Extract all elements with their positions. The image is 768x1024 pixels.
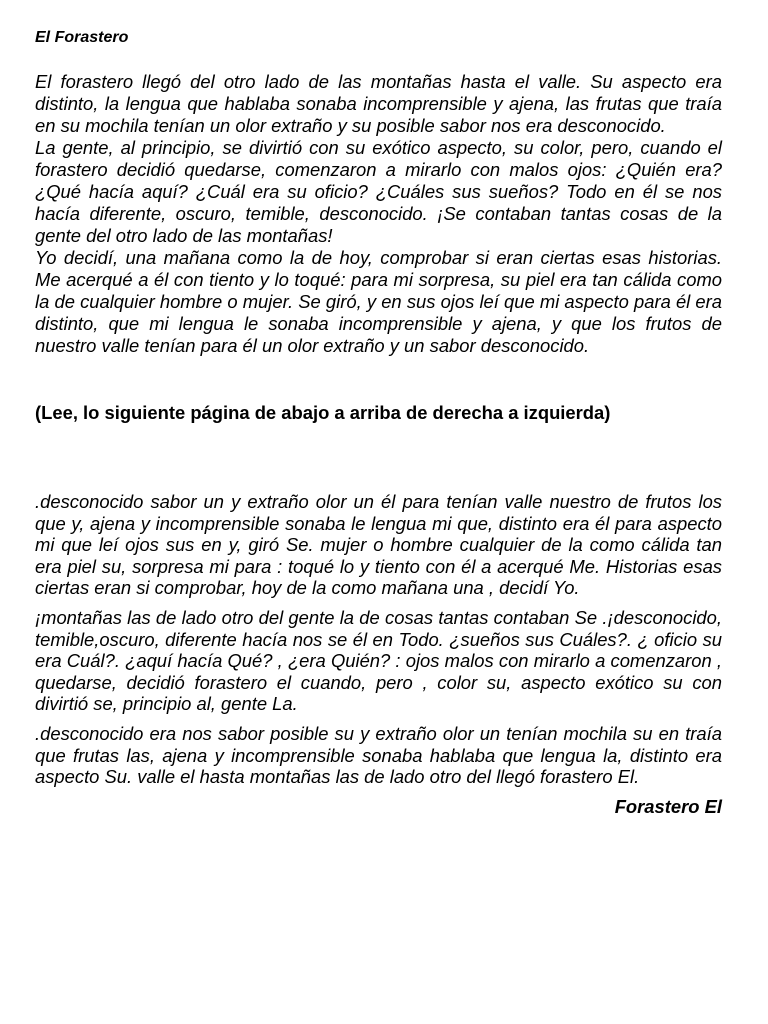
story-body — [35, 71, 722, 357]
document-page — [35, 28, 722, 818]
reversed-paragraph: ¡montañas las de lado otro del gente la de cosas tantas contaban Se .¡desconocido, temible,oscuro, diferente hacía nos se él en Todo. ¿sueños sus Cuáles?. ¿ oficio su era Cuál?. ¿aquí hacía Qué? , ¿era Quién? : ojos malos con mirarlo a comenzaron , quedarse, decidió forastero el cuando, pero , color su, aspecto exótico su con divirtió se, principio al, gente La. — [35, 606, 722, 715]
story-paragraph: Yo decidí, una mañana como la de hoy, comprobar si eran ciertas esas historias. Me acerqué a él con tiento y lo toqué: para mi sorpresa, su piel era tan cálida como la de cualquier hombre o mujer. Se giró, y en sus ojos leí que mi aspecto para él era distinto, que mi lengua le sonaba incomprensible y ajena, y que los frutos de nuestro valle tenían para él un olor extraño y un sabor desconocido. — [35, 247, 722, 356]
reading-instruction: (Lee, lo siguiente página de abajo a arriba de derecha a izquierda) — [35, 402, 611, 423]
reversed-paragraph: .desconocido sabor un y extraño olor un él para tenían valle nuestro de frutos los que y, ajena y incomprensible sonaba le lengua mi que, distinto era él para aspecto mi que leí ojos sus en y, giró Se. mujer o hombre cualquier de la como cálida tan era piel su, sorpresa mi para : toqué lo y tiento con él a acerqué Me. Historias esas ciertas eran si comprobar, hoy de la como mañana una , decidí Yo. — [35, 491, 722, 599]
reversed-story-body — [35, 491, 722, 788]
document-title: El Forastero — [35, 29, 129, 46]
story-paragraph: La gente, al principio, se divirtió con su exótico aspecto, su color, pero, cuando el forastero decidió quedarse, comenzaron a mirarlo con malos ojos: ¿Quién era? ¿Qué hacía aquí? ¿Cuál era su oficio? ¿Cuáles sus sueños? Todo en él se nos hacía diferente, oscuro, temible, desconocido. ¡Se contaban tantas cosas de la gente del otro lado de las montañas! — [35, 137, 722, 246]
story-paragraph: El forastero llegó del otro lado de las montañas hasta el valle. Su aspecto era distinto, la lengua que hablaba sonaba incomprensible y ajena, las frutas que traía en su mochila tenían un olor extraño y su posible sabor nos era desconocido. — [35, 71, 722, 136]
reversed-title: Forastero El — [614, 795, 722, 817]
reversed-paragraph: .desconocido era nos sabor posible su y extraño olor un tenían mochila su en traía que frutas las, ajena y incomprensible sonaba hablaba que lengua la, distinto era aspecto Su. valle el hasta montañas las de lado otro del llegó forastero El. — [35, 722, 722, 788]
